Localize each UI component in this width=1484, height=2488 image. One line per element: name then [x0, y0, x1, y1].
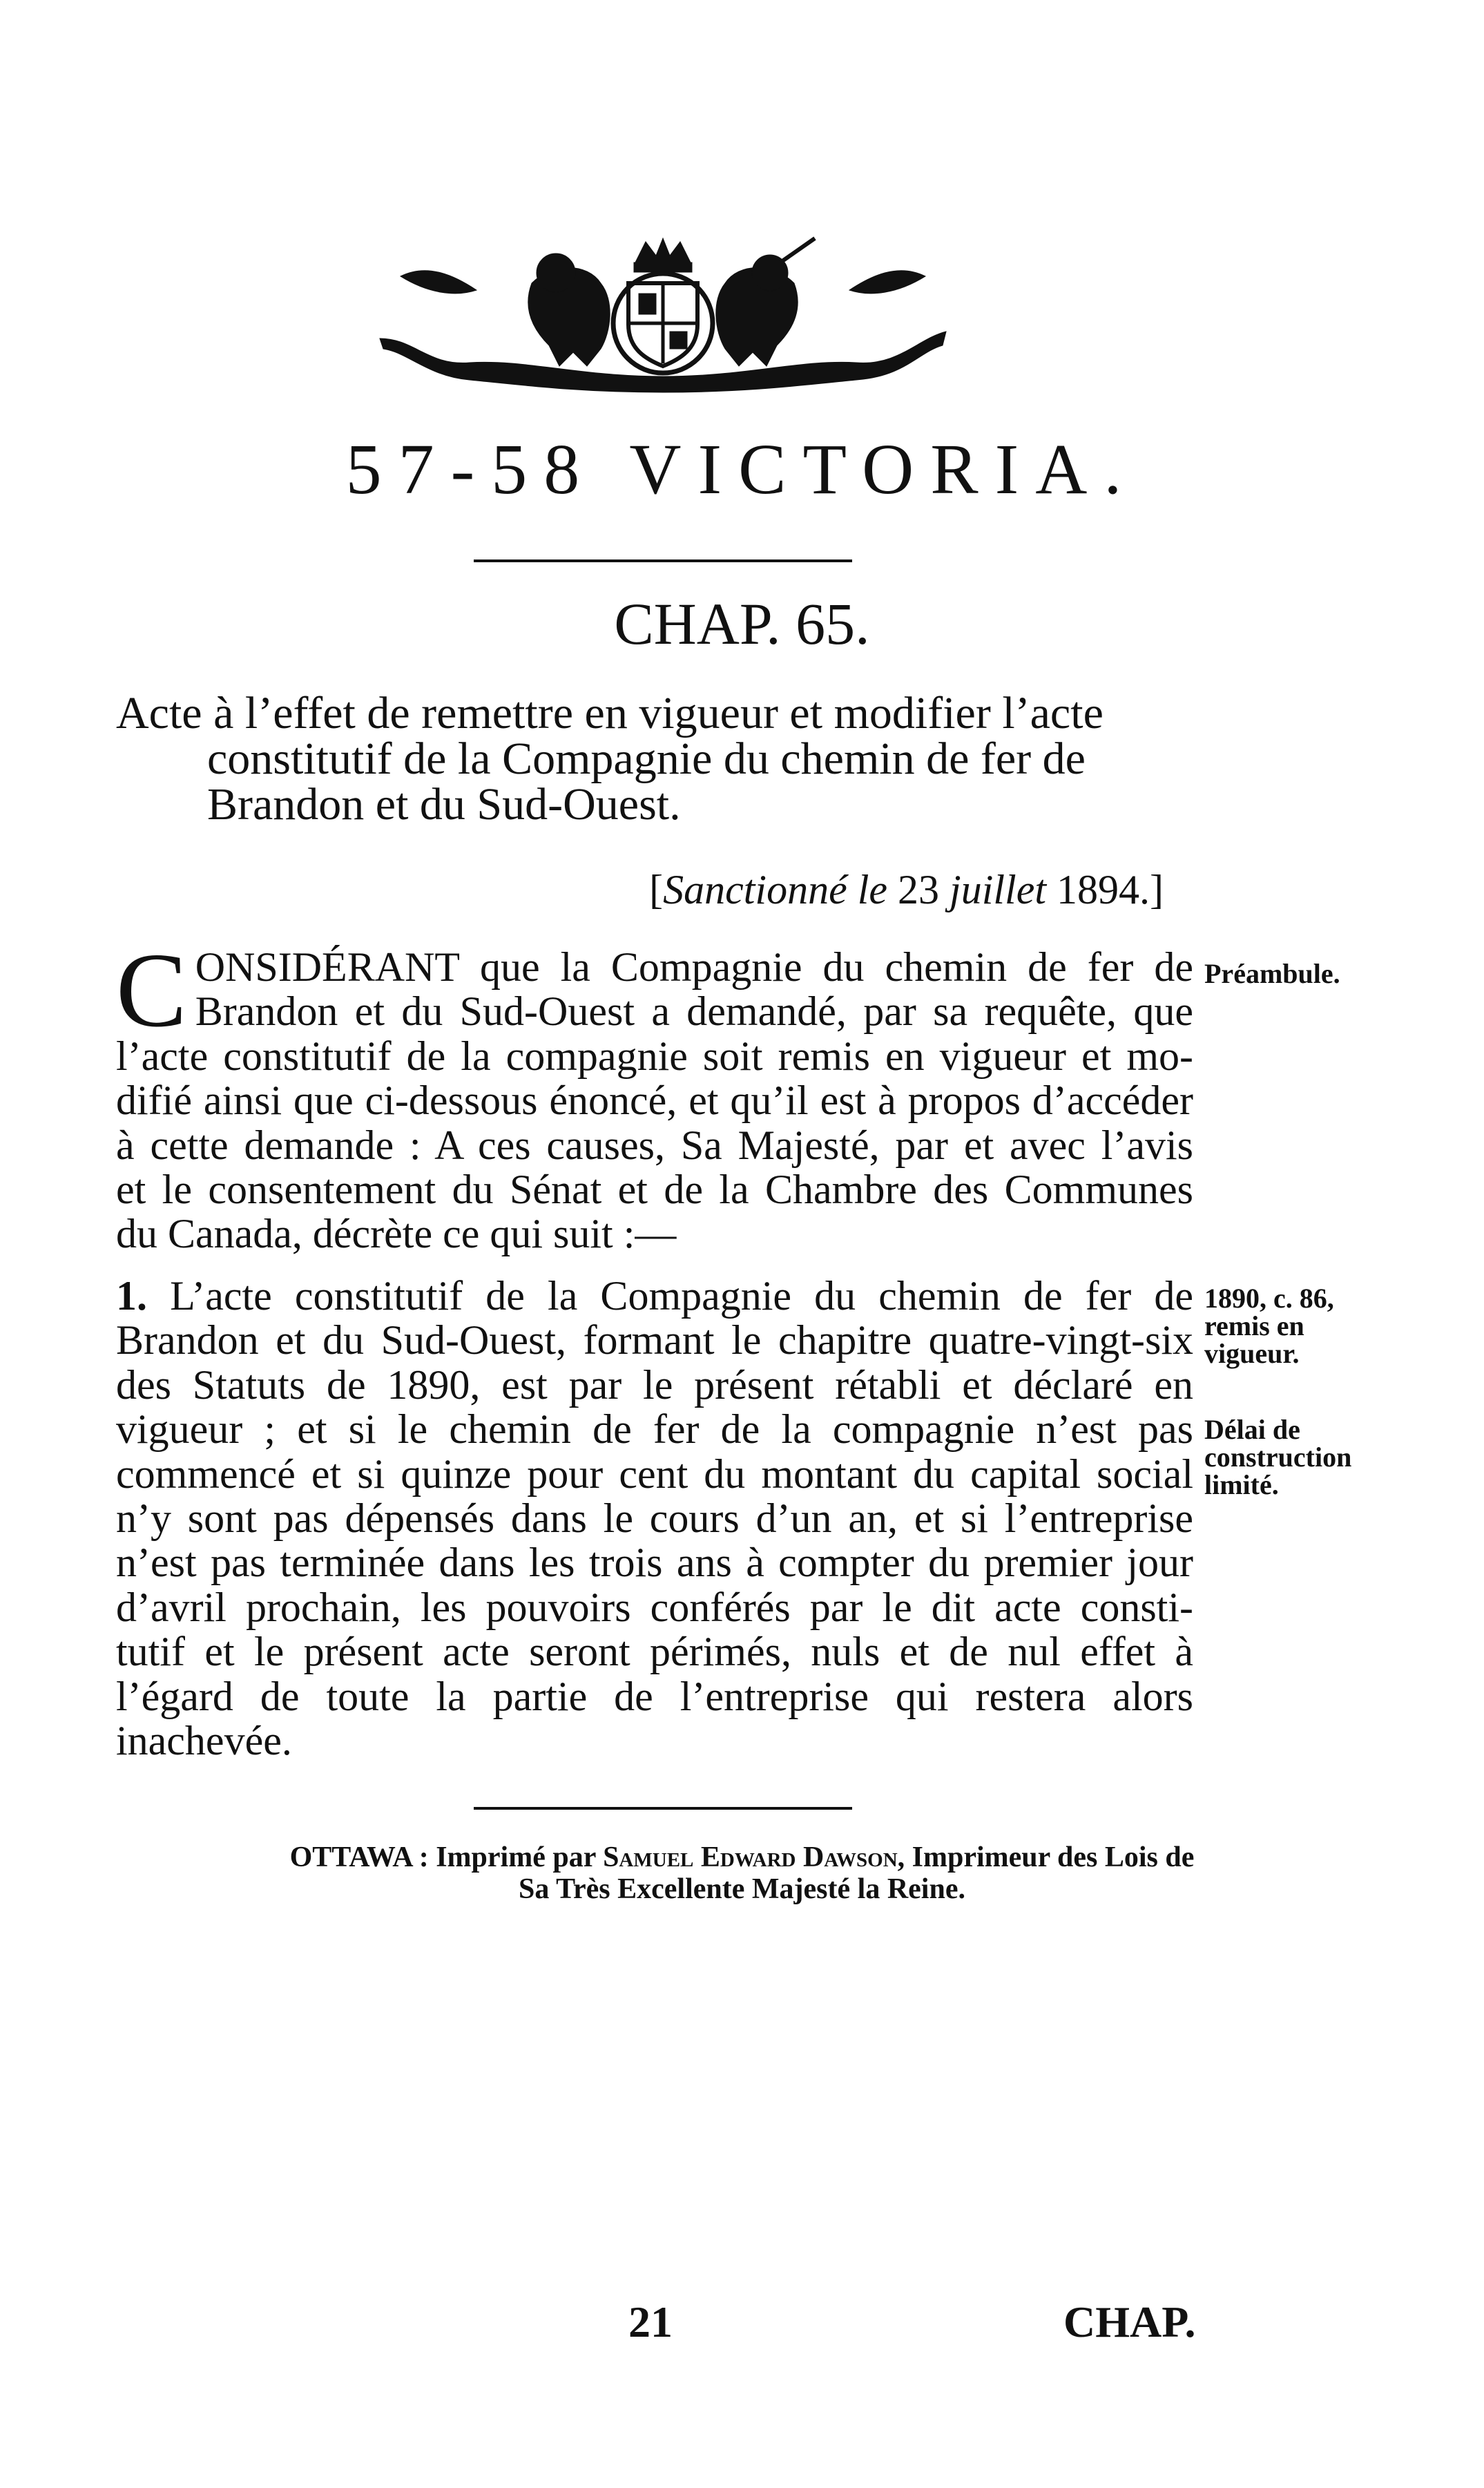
catchword: CHAP.: [1063, 2297, 1196, 2346]
text-line: n’y sont pas dépensés dans le cours d’un an, et si l’entreprise: [116, 1495, 1193, 1541]
assent-month: juillet: [950, 867, 1047, 912]
imprint-line-1: [0, 1841, 1484, 1873]
header-rule: [474, 559, 852, 562]
text-line: l’égard de toute la partie de l’entreprise qui restera alors: [116, 1673, 1193, 1719]
act-title-line: Brandon et du Sud-Ouest.: [207, 779, 681, 830]
printer-name: Samuel Edward Dawson: [603, 1841, 898, 1873]
margin-note-line: remis en: [1204, 1310, 1304, 1341]
imprint-suffix: , Imprimeur des Lois de: [897, 1841, 1195, 1873]
text-line: et le consentement du Sénat et de la Chambre des Communes: [116, 1166, 1193, 1212]
text-line: du Canada, décrète ce qui suit :—: [116, 1211, 677, 1257]
assent-label: Sanctionné le: [663, 867, 888, 912]
act-title-line: constitutif de la Compagnie du chemin de fer de: [207, 734, 1086, 784]
text-line: [116, 1274, 1193, 1318]
drop-cap: C: [116, 932, 187, 1049]
assent-year: 1894.]: [1057, 867, 1164, 912]
assent-bracket: [: [649, 867, 664, 912]
text-line: commencé et si quinze pour cent du montant du capital social: [116, 1451, 1193, 1497]
margin-note-line: limité.: [1204, 1469, 1279, 1500]
margin-note-line: Délai de: [1204, 1414, 1300, 1445]
section-number: 1.: [116, 1273, 147, 1319]
text-line: n’est pas terminée dans les trois ans à compter du premier jour: [116, 1540, 1193, 1586]
text-line: tutif et le présent acte seront périmés, nuls et de nul effet à: [116, 1629, 1193, 1675]
text-line: à cette demande : A ces causes, Sa Majesté, par et avec l’avis: [116, 1122, 1193, 1168]
text-line: difié ainsi que ci-dessous énoncé, et qu’il est à propos d’accéder: [116, 1078, 1193, 1124]
margin-note-time-limit: [1204, 1416, 1474, 1499]
text-line: des Statuts de 1890, est par le présent rétabli et déclaré en: [116, 1361, 1193, 1408]
preamble-paragraph: [116, 932, 1193, 1257]
margin-note-line: vigueur.: [1204, 1338, 1300, 1369]
text-line: vigueur ; et si le chemin de fer de la compagnie n’est pas: [116, 1406, 1193, 1453]
text-line: Brandon et du Sud-Ouest a demandé, par sa requête, que: [195, 988, 1193, 1035]
assent-day: 23: [898, 867, 940, 912]
footer-rule: [474, 1807, 852, 1810]
royal-coat-of-arms-icon: [373, 235, 953, 401]
margin-note-revival: [1204, 1285, 1474, 1368]
text-line: ONSIDÉRANT que la Compagnie du chemin de fer de: [195, 944, 1193, 990]
chapter-number: CHAP. 65.: [614, 591, 870, 657]
text-line: d’avril prochain, les pouvoirs conférés par le dit acte consti-: [116, 1584, 1193, 1630]
section-first-line: L’acte constitutif de la Compagnie du chemin de fer de: [170, 1273, 1193, 1319]
section-1-paragraph: [116, 1274, 1193, 1763]
margin-note-line: 1890, c. 86,: [1204, 1283, 1334, 1314]
act-title: [116, 688, 1207, 830]
margin-note-line: construction: [1204, 1442, 1352, 1473]
page-number: 21: [628, 2297, 673, 2346]
regnal-year: 57-58 VICTORIA.: [345, 430, 1139, 509]
text-line: Brandon et du Sud-Ouest, formant le chapitre quatre-vingt-six: [116, 1317, 1193, 1363]
imprint-line-2: Sa Très Excellente Majesté la Reine.: [519, 1873, 965, 1905]
assent-date: [0, 869, 1164, 910]
imprint-prefix: OTTAWA : Imprimé par: [289, 1841, 604, 1873]
text-line: inachevée.: [116, 1717, 292, 1763]
text-line: l’acte constitutif de la compagnie soit remis en vigueur et mo-: [116, 1033, 1193, 1079]
margin-note-preamble: Préambule.: [1204, 958, 1340, 989]
printer-imprint: [0, 1841, 1484, 1905]
act-title-line: Acte à l’effet de remettre en vigueur et modifier l’acte: [116, 688, 1104, 738]
